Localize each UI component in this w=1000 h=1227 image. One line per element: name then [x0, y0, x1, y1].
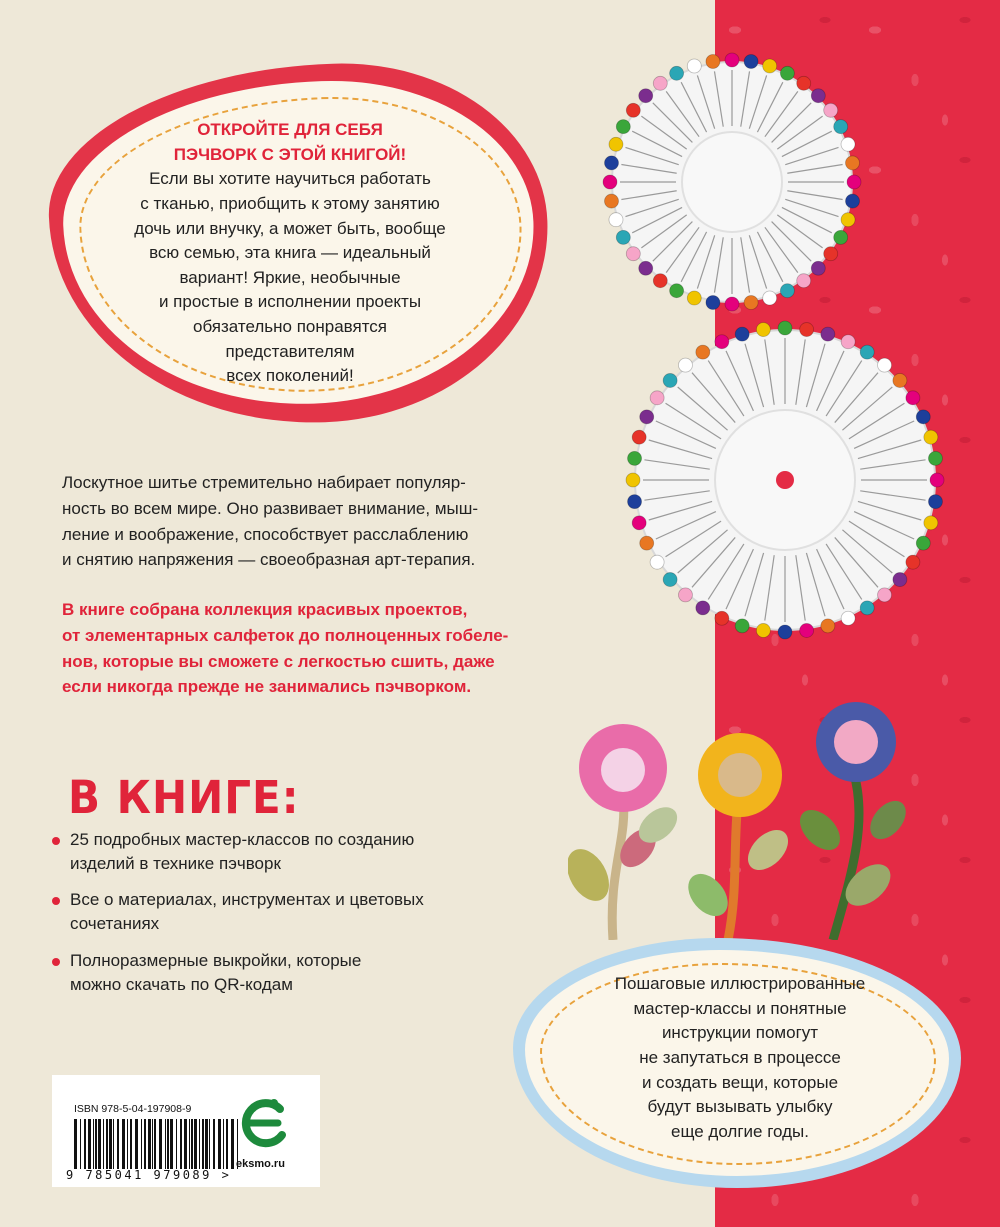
intro-line: Лоскутное шитье стремительно набирает популяр-: [62, 473, 466, 492]
pin-head: [670, 66, 684, 80]
list-item-line: Полноразмерные выкройки, которые: [70, 950, 362, 970]
pin-head: [756, 623, 770, 637]
barcode-bar: [122, 1119, 125, 1169]
pin-wheel-center: [682, 132, 782, 232]
barcode-bar: [213, 1119, 215, 1169]
pin-head: [800, 623, 814, 637]
top-text-line: обязательно понравятся: [192, 317, 388, 337]
barcode-bar: [218, 1119, 221, 1169]
barcode-bar: [191, 1119, 193, 1169]
pin-head: [735, 619, 749, 633]
isbn-label: ISBN 978-5-04-197908-9: [74, 1103, 192, 1115]
barcode-bar: [202, 1119, 204, 1169]
barcode-bar: [141, 1119, 142, 1169]
top-bubble-text: [120, 118, 460, 389]
pin-head: [924, 430, 938, 444]
pin-head: [797, 274, 811, 288]
pin-head: [845, 194, 859, 208]
pin-head: [650, 391, 664, 405]
barcode-bar: [205, 1119, 208, 1169]
barcode-bar: [84, 1119, 86, 1169]
top-text-line: Если вы хотите научиться работать: [149, 169, 431, 189]
bottom-text-line: еще долгие годы.: [671, 1121, 809, 1141]
barcode-bar: [80, 1119, 81, 1169]
pin-head: [841, 611, 855, 625]
pin-head: [763, 291, 777, 305]
pin-head: [916, 410, 930, 424]
barcode-bar: [180, 1119, 182, 1169]
barcode-bar: [98, 1119, 101, 1169]
pin-head: [834, 230, 848, 244]
barcode-bar: [88, 1119, 91, 1169]
pin-head: [687, 291, 701, 305]
pin-head: [906, 555, 920, 569]
pin-head: [893, 573, 907, 587]
bottom-text-line: будут вызывать улыбку: [647, 1097, 833, 1117]
pin-head: [845, 156, 859, 170]
in-book-heading: В КНИГЕ:: [68, 771, 300, 824]
pin-head: [696, 345, 710, 359]
pin-head: [632, 430, 646, 444]
list-item: [52, 949, 572, 997]
barcode-bar: [199, 1119, 200, 1169]
highlight-line: нов, которые вы сможете с легкостью сшить, даже: [62, 651, 495, 671]
barcode-bar: [103, 1119, 104, 1169]
barcode-bar: [231, 1119, 234, 1169]
barcode-bars: [74, 1119, 240, 1169]
list-item-line: Все о материалах, инструментах и цветовых: [70, 890, 424, 910]
intro-line: ление и воображение, способствует расслаблению: [62, 524, 469, 544]
barcode-bar: [144, 1119, 146, 1169]
pin-head: [639, 89, 653, 103]
barcode-bar: [93, 1119, 94, 1169]
bottom-bubble-text: [560, 972, 920, 1144]
pin-head: [678, 358, 692, 372]
bottom-text-line: не запутаться в процессе: [639, 1047, 841, 1067]
pin-head: [780, 284, 794, 298]
pin-head: [605, 194, 619, 208]
barcode-bar: [209, 1119, 210, 1169]
barcode-bar: [152, 1119, 153, 1169]
pin-head: [609, 213, 623, 227]
pin-head: [928, 495, 942, 509]
pin-head: [725, 53, 739, 67]
top-text-line: дочь или внучку, а может быть, вообще: [134, 218, 446, 238]
pin-head: [860, 345, 874, 359]
barcode-bar: [127, 1119, 128, 1169]
list-item-line: можно скачать по QR-кодам: [70, 974, 293, 994]
barcode-bar: [74, 1119, 77, 1169]
intro-line: и снятию напряжения — своеобразная арт-терапия.: [62, 550, 476, 570]
barcode-bar: [130, 1119, 132, 1169]
barcode-digits: 9 785041 979089 >: [66, 1168, 232, 1182]
pin-head: [916, 536, 930, 550]
barcode-bar: [106, 1119, 108, 1169]
pin-head: [616, 230, 630, 244]
pin-head: [821, 619, 835, 633]
barcode-bar: [167, 1119, 169, 1169]
pin-head: [653, 76, 667, 90]
barcode-bar: [184, 1119, 187, 1169]
barcode-bar: [165, 1119, 166, 1169]
pin-head: [744, 55, 758, 69]
top-text-line: представителям: [225, 341, 355, 361]
patchwork-flowers-image: [568, 700, 948, 940]
list-item: [52, 828, 572, 876]
barcode-bar: [117, 1119, 119, 1169]
pin-head: [778, 625, 792, 639]
pin-head: [860, 601, 874, 615]
in-book-list: [52, 828, 572, 1009]
pin-head: [670, 284, 684, 298]
pin-head: [834, 120, 848, 134]
pin-head: [763, 59, 777, 73]
pin-head: [715, 611, 729, 625]
pin-head: [847, 175, 861, 189]
pin-head: [639, 261, 653, 275]
highlight-line: В книге собрана коллекция красивых проектов,: [62, 600, 468, 619]
pin-head: [725, 297, 739, 311]
pin-head: [800, 323, 814, 337]
barcode-bar: [113, 1119, 114, 1169]
top-heading-line-2: ПЭЧВОРК С ЭТОЙ КНИГОЙ!: [173, 144, 407, 164]
highlight-line: если никогда прежде не занимались пэчворком.: [62, 677, 472, 697]
pin-head: [756, 323, 770, 337]
list-item-line: 25 подробных мастер-классов по созданию: [70, 830, 415, 849]
bottom-text-line: инструкции помогут: [661, 1023, 819, 1043]
pin-head: [824, 247, 838, 261]
pin-head: [797, 76, 811, 90]
pin-head: [706, 295, 720, 309]
barcode-bar: [194, 1119, 197, 1169]
top-text-line: с тканью, приобщить к этому занятию: [140, 193, 440, 213]
bottom-text-line: мастер-классы и понятные: [633, 998, 847, 1018]
pin-head: [653, 274, 667, 288]
pin-head: [715, 335, 729, 349]
flower-heads: [579, 702, 896, 817]
barcode-bar: [223, 1119, 224, 1169]
intro-paragraph: [62, 470, 702, 573]
pin-head: [811, 261, 825, 275]
barcode-bar: [148, 1119, 151, 1169]
highlight-paragraph: [62, 597, 702, 700]
pin-head: [780, 66, 794, 80]
pin-head: [893, 373, 907, 387]
pin-head: [605, 156, 619, 170]
barcode-bar: [154, 1119, 156, 1169]
pin-head: [878, 588, 892, 602]
list-item-line: изделий в технике пэчворк: [70, 854, 281, 874]
barcode-bar: [226, 1119, 228, 1169]
pin-head: [811, 89, 825, 103]
pin-head: [878, 358, 892, 372]
list-item: [52, 888, 572, 936]
pin-head: [821, 327, 835, 341]
barcode-bar: [109, 1119, 112, 1169]
eksmo-logo-icon: [240, 1095, 290, 1151]
barcode-bar: [176, 1119, 177, 1169]
pin-head: [906, 391, 920, 405]
pin-head: [640, 410, 654, 424]
top-text-line: всех поколений!: [226, 366, 354, 386]
pin-head: [930, 473, 944, 487]
top-text-line: всю семью, эта книга — идеальный: [149, 243, 431, 263]
bottom-text-line: и создать вещи, которые: [641, 1072, 839, 1092]
top-text-line: и простые в исполнении проекты: [158, 292, 422, 312]
pin-head: [626, 247, 640, 261]
bottom-text-line: Пошаговые иллюстрированные: [614, 974, 866, 993]
pin-head: [924, 516, 938, 530]
barcode-bar: [95, 1119, 97, 1169]
pin-wheel-top-image: [592, 42, 872, 322]
pin-head: [609, 137, 623, 151]
highlight-line: от элементарных салфеток до полноценных гобеле-: [62, 625, 509, 645]
pin-head: [706, 55, 720, 69]
barcode-bar: [159, 1119, 162, 1169]
pin-head: [928, 451, 942, 465]
barcode-bar: [170, 1119, 173, 1169]
pin-head: [735, 327, 749, 341]
barcode-bar: [189, 1119, 190, 1169]
pin-head: [663, 573, 677, 587]
intro-line: ность во всем мире. Оно развивает внимание, мыш-: [62, 498, 479, 518]
pin-head: [628, 451, 642, 465]
pin-wheel-hole: [776, 471, 794, 489]
pin-head: [616, 120, 630, 134]
pin-head: [687, 59, 701, 73]
list-item-line: сочетаниях: [70, 914, 160, 934]
pin-head: [841, 137, 855, 151]
top-heading-line-1: ОТКРОЙТЕ ДЛЯ СЕБЯ: [197, 120, 383, 139]
pin-head: [626, 103, 640, 117]
pin-head: [824, 103, 838, 117]
pin-head: [841, 213, 855, 227]
pin-head: [841, 335, 855, 349]
barcode-bar: [135, 1119, 138, 1169]
pin-head: [778, 321, 792, 335]
pin-head: [663, 373, 677, 387]
pin-head: [744, 295, 758, 309]
pin-head: [603, 175, 617, 189]
top-text-line: вариант! Яркие, необычные: [179, 267, 401, 287]
publisher-site: eksmo.ru: [236, 1158, 285, 1170]
